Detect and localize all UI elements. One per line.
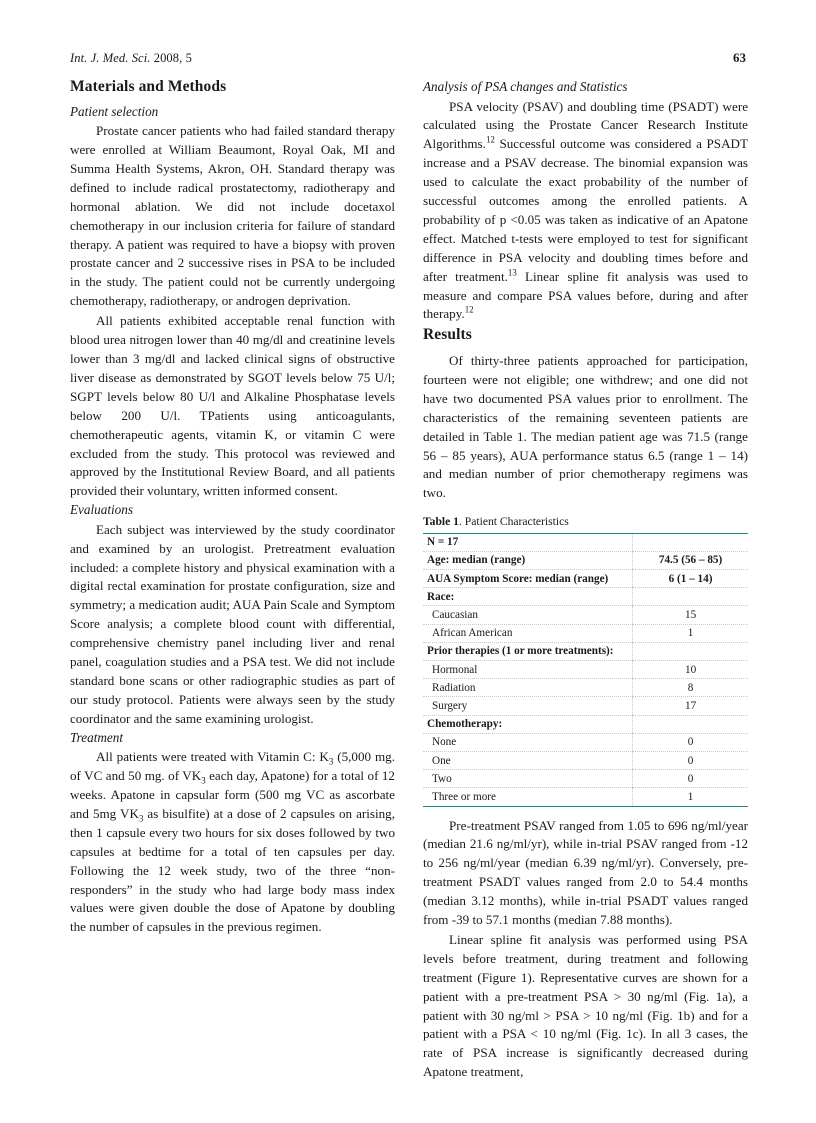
subsection-heading-analysis-of-psa-changes-and-statistics: Analysis of PSA changes and Statistics <box>423 79 628 94</box>
table-row <box>423 588 748 606</box>
page-number: 63 <box>733 50 746 65</box>
table-cell-label: Surgery <box>423 697 633 715</box>
section-heading-results: Results <box>423 326 472 344</box>
table-cell-value: 15 <box>633 606 748 624</box>
table-1-caption-label: Table 1 <box>423 515 459 529</box>
table-cell-label: Two <box>423 770 633 788</box>
table-cell-label: Race: <box>423 588 633 606</box>
table-row <box>423 624 748 642</box>
table-row <box>423 533 748 551</box>
table-row <box>423 551 748 569</box>
table-1-block <box>423 515 748 806</box>
running-head <box>70 50 746 68</box>
table-cell-label: None <box>423 733 633 751</box>
table-cell-value: 17 <box>633 697 748 715</box>
table-row <box>423 642 748 660</box>
journal-year-volume: 2008, 5 <box>150 51 192 65</box>
table-row <box>423 788 748 806</box>
table-cell-value <box>633 642 748 660</box>
subsection-heading-patient-selection: Patient selection <box>70 103 159 119</box>
table-cell-label: Radiation <box>423 679 633 697</box>
table-cell-value: 0 <box>633 733 748 751</box>
journal-name: Int. J. Med. Sci. <box>70 51 151 65</box>
paragraph-statistics: PSA velocity (PSAV) and doubling time (PSADT) were calculated using the Prostate Cancer Research Institute Algorithms.$^{12}$ Successful outcome was considered a PSADT increase and a PSAV decrease. The binomial expansion was used to calculate the exact probability of the number of successful outcomes among the enrolled patients. A probability of p <0.05 was taken as indicative of an Apatone effect. Matched t-tests were employed to test for significant difference in PSA velocity and doubling times before and after treatment.$^{13}$ Linear spline fit analysis was used to measure and compare PSA values before, during and after therapy.$^{12}$ <box>423 98 748 322</box>
table-cell-value: 6 (1 – 14) <box>633 570 748 588</box>
subsection-heading-evaluations: Evaluations <box>70 502 134 518</box>
table-row <box>423 697 748 715</box>
journal-reference <box>70 51 192 66</box>
table-cell-value: 8 <box>633 679 748 697</box>
table-row <box>423 679 748 697</box>
paragraph-patient-selection-2: All patients exhibited acceptable renal function with blood urea nitrogen lower than 40 mg/dl and creatinine levels lower than 3 mg/dl and lacked clinical signs of obstructive liver disease as demonstrated by SGOT levels below 75 U/l; SGPT levels below 80 U/l and Alkaline Phosphatase levels below 200 U/l. TPatients using anticoagulants, chemotherapeutic agents, vitamin K, or vitamin C were excluded from the study. This protocol was reviewed and approved by the Institutional Review Board, and all patients provided their voluntary, written informed consent. <box>70 313 395 499</box>
table-body <box>423 533 748 806</box>
table-cell-label: Three or more <box>432 790 496 803</box>
table-cell-label: Hormonal <box>423 661 633 679</box>
table-cell-value: 1 <box>633 624 748 642</box>
subsection-heading-treatment: Treatment <box>70 729 123 745</box>
paragraph-psav-psadt: Pre-treatment PSAV ranged from 1.05 to 696 ng/ml/year (median 21.6 ng/ml/yr), while in-trial PSAV ranged from -12 to 256 ng/ml/year (median 6.39 ng/ml/yr). Conversely, pre-treatment PSADT values ranged from 2.0 to 54.4 months (median 3.12 months), while in-trial PSADT values ranged from -39 to 57.1 months (median 7.88 months). <box>423 817 748 928</box>
table-cell-value: 1 <box>633 788 748 806</box>
table-patient-characteristics <box>423 533 748 807</box>
table-1-caption <box>423 515 748 529</box>
two-column-body <box>70 78 748 1083</box>
table-cell-value <box>633 715 748 733</box>
table-row <box>423 770 748 788</box>
table-cell-label: Caucasian <box>423 606 633 624</box>
table-cell-label: N = 17 <box>423 533 633 551</box>
section-heading-materials-and-methods: Materials and Methods <box>70 78 227 95</box>
table-row <box>423 733 748 751</box>
table-cell-label: AUA Symptom Score: median (range) <box>423 570 633 588</box>
paragraph-patient-selection-1: Prostate cancer patients who had failed standard therapy were enrolled at William Beaumont, Royal Oak, MI and Summa Health Systems, Akron, OH. Standard therapy was defined to include radical prostatectomy, radiotherapy and hormonal ablation. We did not include docetaxol chemotherapy in our inclusion criteria for failure of standard therapy. A patient was required to have a biopsy with proven prostate cancer and 2 successive rises in PSA to be included in the study. The patient could not be currently undergoing chemotherapy, radiotherapy, or androgen deprivation. <box>70 123 395 309</box>
paragraph-evaluations-1: Each subject was interviewed by the study coordinator and examined by an urologist. Pretreatment evaluation included: a complete history and physical examination with a digital rectal examination for prostate configuration, size and symmetry; a medication audit; AUA Pain Scale and Symptom Score analysis; a complete blood count with differential, comprehensive chemistry panel including liver and renal panel, coagulation studies and a PSA test. We did not include standard bone scans or other radiographic studies as part of our study protocol. Patients were always seen by the study coordinator and the same examining urologist. <box>70 521 395 726</box>
table-row <box>423 606 748 624</box>
table-cell-value: 74.5 (56 – 85) <box>633 551 748 569</box>
left-column <box>70 78 395 1083</box>
table-row <box>423 751 748 769</box>
paragraph-treatment-1: All patients were treated with Vitamin C: $K_3$ (5,000 mg. of VC and 50 mg. of $VK_3$ each day, Apatone) for a total of 12 weeks. Apatone in capsular form (500 mg VC as ascorbate and 5mg $VK_3$ as bisulfite) at a dose of 2 capsules on arising, then 1 capsule every two hours for six doses followed by two capsules at bedtime for a total of ten capsules per day. Following the 12 week study, two of the three “non-responders” in the study who had large body mass index values were given double the dose of Apatone by doubling the number of capsules in the previous regimen. <box>70 749 396 935</box>
table-cell-value <box>633 588 748 606</box>
table-row <box>423 661 748 679</box>
table-1-caption-text: . Patient Characteristics <box>458 515 569 529</box>
paragraph-results-1: Of thirty-three patients approached for participation, fourteen were not eligible; one withdrew; and one did not have two documented PSA values prior to enrollment. The characteristics of the remaining seventeen patients are detailed in Table 1. The median patient age was 71.5 (range 56 – 85 years), AUA performance status 6.5 (range 1 – 14) and median number of prior chemotherapy regimens was two. <box>423 352 748 501</box>
right-column <box>423 78 748 1083</box>
table-cell-label: Prior therapies (1 or more treatments): <box>423 642 633 660</box>
table-cell-label: Age: median (range) <box>423 551 633 569</box>
table-row <box>423 570 748 588</box>
table-cell-value: 0 <box>633 770 748 788</box>
table-cell-value <box>633 533 748 551</box>
table-cell-label: One <box>423 751 633 769</box>
table-cell-label: Chemotherapy: <box>423 715 633 733</box>
table-cell-value: 10 <box>633 661 748 679</box>
table-row <box>423 715 748 733</box>
table-cell-label: African American <box>423 624 633 642</box>
table-cell-value: 0 <box>633 751 748 769</box>
paragraph-spline-fit: Linear spline fit analysis was performed using PSA levels before treatment, during treatment and following treatment (Figure 1). Representative curves are shown for a patient with a pre-treatment PSA > 30 ng/ml (Fig. 1a), a patient with 30 ng/ml > PSA > 10 ng/ml (Fig. 1b) and for a patient with a PSA < 10 ng/ml (Fig. 1c). In all 3 cases, the rate of PSA increase is significantly decreased during Apatone treatment, <box>423 931 748 1080</box>
